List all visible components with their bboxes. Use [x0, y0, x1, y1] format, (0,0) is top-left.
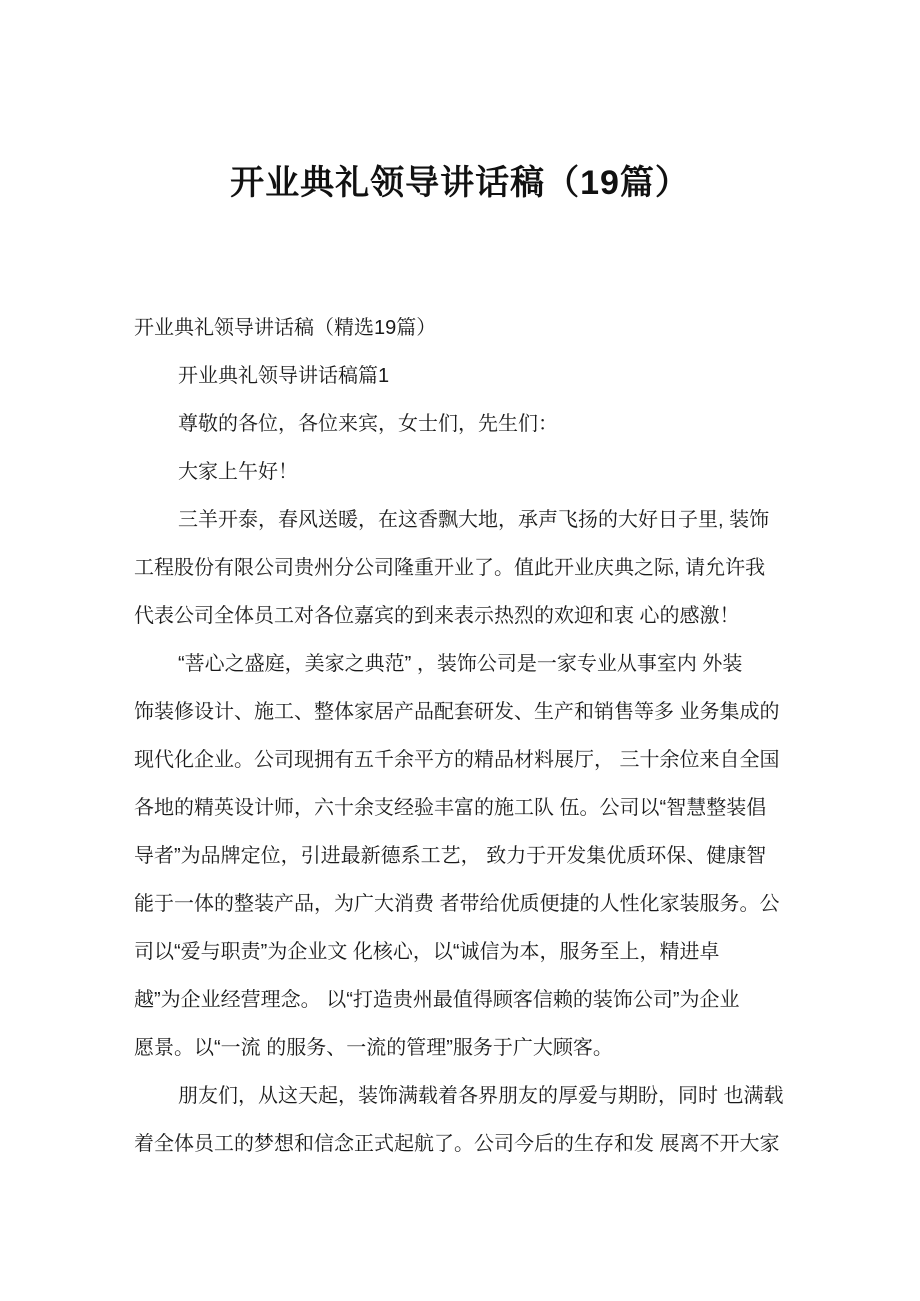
text-line: 能于一体的整装产品，为广大消费 者带给优质便捷的人性化家装服务。公: [134, 893, 780, 915]
text-line: 司以“爱与职责”为企业文 化核心，以“诚信为本，服务至上，精进卓: [134, 941, 720, 963]
text-line: 工程股份有限公司贵州分公司隆重开业了。值此开业庆典之际, 请允许我: [134, 557, 766, 579]
text-line: 愿景。以“一流 的服务、一流的管理”服务于广大顾客。: [134, 1037, 613, 1059]
text-line: 各地的精英设计师，六十余支经验丰富的施工队 伍。公司以“智慧整装倡: [134, 797, 767, 819]
document-title: 开业典礼领导讲话稿（19篇）: [230, 164, 690, 202]
text-line: 尊敬的各位，各位来宾，女士们，先生们：: [178, 413, 558, 435]
text-line: 着全体员工的梦想和信念正式起航了。公司今后的生存和发 展离不开大家: [134, 1133, 780, 1155]
text-line: 开业典礼领导讲话稿篇1: [178, 365, 390, 387]
text-line: 越”为企业经营理念。 以“打造贵州最值得顾客信赖的装饰公司”为企业: [134, 989, 740, 1011]
document-body: [134, 304, 792, 1168]
text-line: 大家上午好！: [178, 461, 298, 483]
text-line: 三羊开泰，春风送暖，在这香飘大地，承声飞扬的大好日子里, 装饰: [178, 509, 770, 531]
text-line: 开业典礼领导讲话稿（精选19篇）: [134, 317, 437, 339]
text-line: 导者”为品牌定位，引进最新德系工艺， 致力于开发集优质环保、健康智: [134, 845, 767, 867]
text-line: 饰装修设计、施工、整体家居产品配套研发、生产和销售等多 业务集成的: [134, 701, 780, 723]
text-line: 现代化企业。公司现拥有五千余平方的精品材料展厅， 三十余位来自全国: [134, 749, 780, 771]
text-line: “菩心之盛庭，美家之典范” ，装饰公司是一家专业从事室内 外装: [178, 653, 743, 675]
text-line: 代表公司全体员工对各位嘉宾的到来表示热烈的欢迎和衷 心的感激！: [134, 605, 740, 627]
text-line: 朋友们，从这天起，装饰满载着各界朋友的厚爱与期盼，同时 也满载: [178, 1085, 784, 1107]
